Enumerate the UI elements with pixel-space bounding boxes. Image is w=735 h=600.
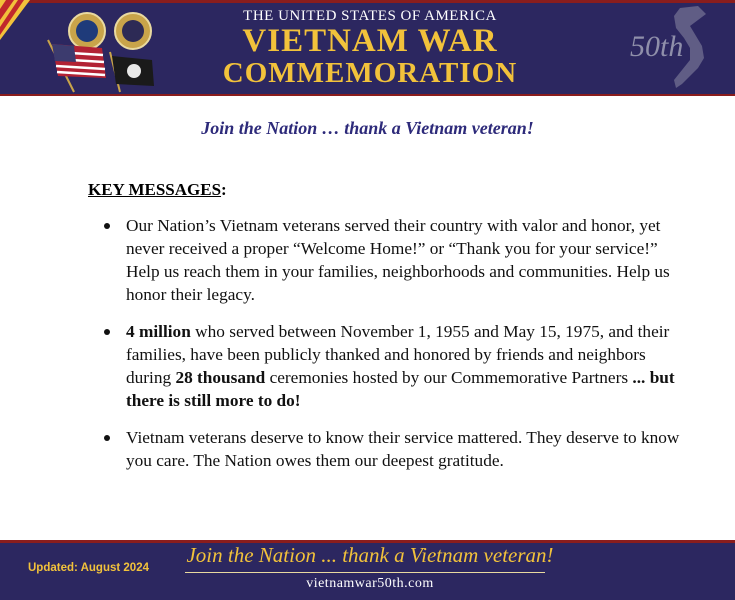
bullet-bold-28-thousand: 28 thousand: [175, 368, 266, 387]
header-title-line3: COMMEMORATION: [222, 57, 518, 89]
bullet-text: who served between November 1, 1955 and May 15, 1975, and their families, have been publicly thanked and honored by friends and neighbors during: [126, 322, 670, 387]
header-title-line2: VIETNAM WAR: [242, 23, 498, 59]
list-item: [104, 320, 684, 412]
bullet-text: ceremonies hosted by our Commemorative Partners: [265, 368, 633, 387]
bullet-bold-4-million: 4 million: [126, 322, 191, 341]
footer-divider: [185, 572, 545, 573]
tagline: Join the Nation … thank a Vietnam veteran!: [201, 118, 534, 138]
key-messages-heading: [88, 180, 227, 200]
list-item: [104, 214, 684, 306]
footer-tagline: Join the Nation ... thank a Vietnam veteran!: [186, 543, 554, 567]
bullet-text: Vietnam veterans deserve to know their service mattered. They deserve to know you care. The Nation owes them our deepest gratitude.: [126, 428, 680, 470]
footer-banner: [0, 540, 735, 600]
pow-mia-flag-icon: [112, 56, 154, 86]
ribbon-icon: [0, 0, 40, 60]
flags-icon: [40, 38, 160, 94]
bullet-icon: [104, 223, 110, 229]
header-banner: [0, 0, 735, 96]
header-title-line1: THE UNITED STATES OF AMERICA: [243, 8, 497, 24]
key-messages-heading-colon: :: [221, 180, 227, 199]
bullet-bold-call-to-action: ... but there is still more to do!: [126, 368, 675, 410]
list-item: [104, 426, 684, 472]
bullet-icon: [104, 329, 110, 335]
bullet-text: Our Nation’s Vietnam veterans served their country with valor and honor, yet never received a proper “Welcome Home!” or “Thank you for your service!” Help us reach them in your families, neighborhoods and communities. Help us honor their legacy.: [126, 216, 670, 304]
header-top-stripe: [0, 0, 735, 3]
key-messages-heading-text: KEY MESSAGES: [88, 180, 222, 199]
header-bottom-stripe: [0, 94, 735, 96]
website-url: vietnamwar50th.com: [306, 576, 434, 591]
updated-date: Updated: August 2024: [28, 562, 149, 574]
50th-badge: 50th: [630, 30, 684, 63]
american-flag-icon: [52, 44, 106, 78]
bullet-icon: [104, 435, 110, 441]
key-messages-list: [104, 214, 684, 486]
